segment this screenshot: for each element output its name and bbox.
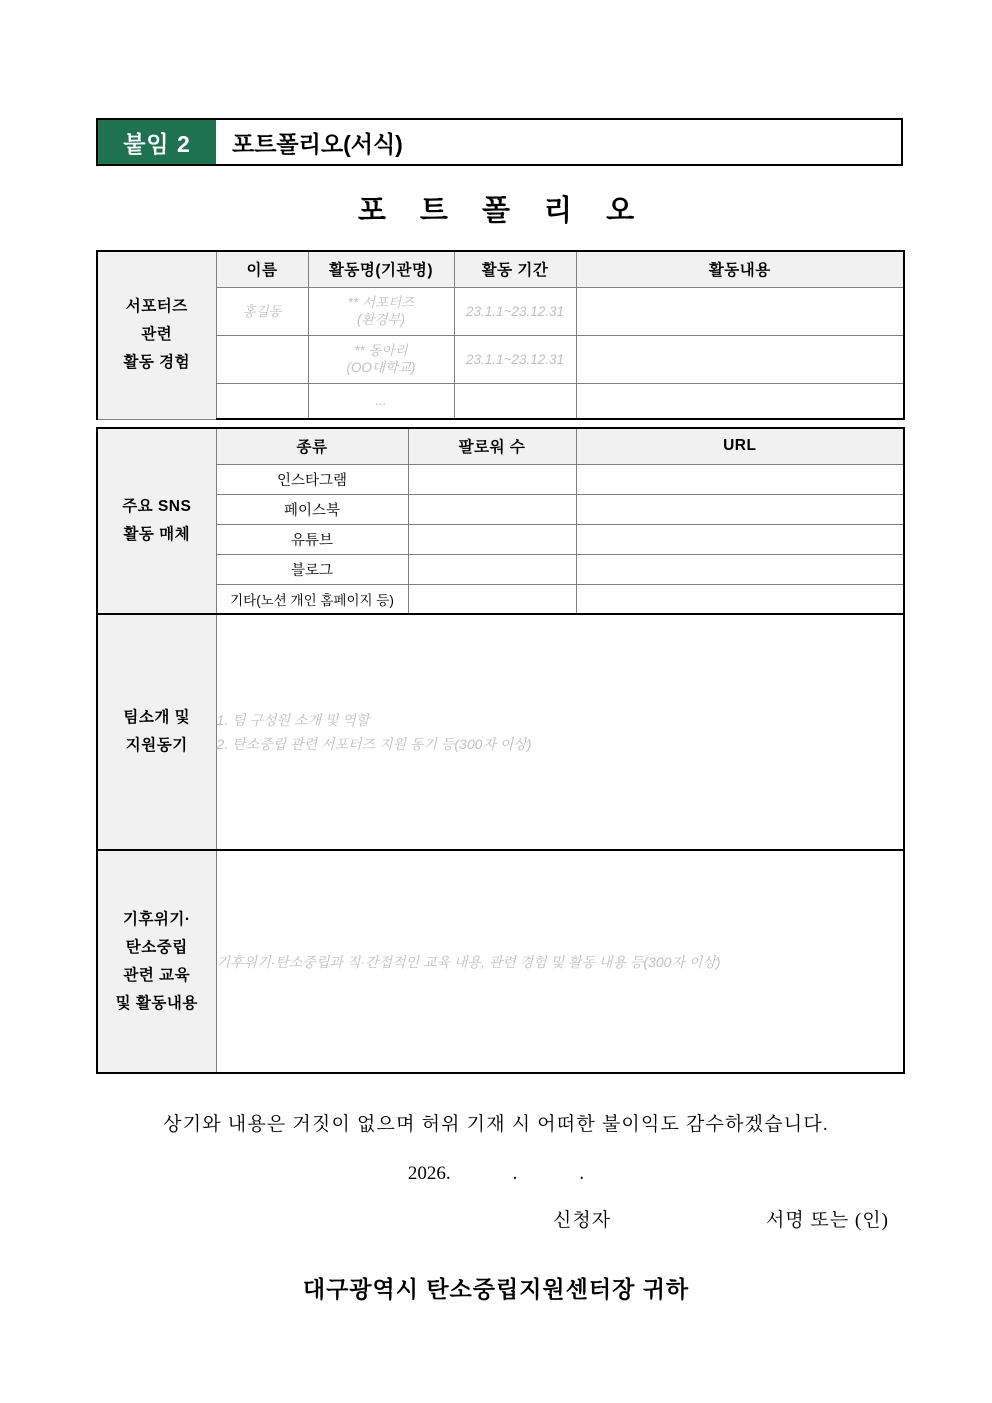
climate-education-textarea[interactable] xyxy=(216,850,904,1073)
table-row xyxy=(97,335,904,383)
cell-followers-youtube[interactable] xyxy=(408,524,576,554)
signature-label: 서명 또는 (인) xyxy=(766,1210,889,1231)
column-header-followers: 팔로워 수 xyxy=(408,428,576,464)
table-row xyxy=(97,524,904,554)
row-label-line-2: 관련 xyxy=(141,326,173,344)
row-label-sns xyxy=(97,428,216,614)
supporters-experience-table xyxy=(96,250,905,420)
placeholder-period-1: 23.1.1~23.12.31 xyxy=(466,303,564,319)
table-row xyxy=(97,287,904,335)
cell-url-youtube[interactable] xyxy=(576,524,904,554)
cell-kind-facebook: 페이스북 xyxy=(216,494,408,524)
date-line xyxy=(0,1163,992,1185)
placeholder-team-intro-line-1: 1. 팀 구성원 소개 및 역할 xyxy=(216,712,370,728)
cell-content-2[interactable] xyxy=(576,335,904,383)
destination-line: 대구광역시 탄소중립지원센터장 귀하 xyxy=(302,1276,690,1302)
placeholder-name-1: 홍길동 xyxy=(242,303,282,319)
row-label-line-2: 지원동기 xyxy=(125,737,188,754)
page-title: 포 트 폴 리 오 xyxy=(357,195,648,227)
climate-education-table xyxy=(96,849,905,1074)
placeholder-activity-3: ... xyxy=(375,393,387,409)
attachment-badge: 붙임 2 xyxy=(98,120,216,164)
date-month-placeholder: . xyxy=(512,1163,518,1184)
column-header-content: 활동내용 xyxy=(576,251,904,287)
date-day-placeholder: . xyxy=(579,1163,585,1184)
row-label-team-intro xyxy=(97,614,216,850)
team-intro-textarea[interactable] xyxy=(216,614,904,850)
row-label-line-2: 활동 매체 xyxy=(123,526,191,544)
cell-url-facebook[interactable] xyxy=(576,494,904,524)
row-label-line-1: 서포터즈 xyxy=(125,298,188,316)
table-row xyxy=(97,494,904,524)
cell-url-blog[interactable] xyxy=(576,554,904,584)
placeholder-team-intro-line-2: 2. 탄소중립 관련 서포터즈 지원 동기 등(300자 이상) xyxy=(216,736,532,752)
cell-activity-3[interactable] xyxy=(308,383,454,419)
row-label-line-4: 및 활동내용 xyxy=(115,994,198,1012)
placeholder-activity-1-line2: (환경부) xyxy=(356,312,406,327)
placeholder-climate-education-line-1: 기후위기·탄소중립과 직·간접적인 교육 내용, 관련 경험 및 활동 내용 등(300자 이상) xyxy=(216,953,721,970)
attachment-header xyxy=(96,118,903,166)
cell-url-instagram[interactable] xyxy=(576,464,904,494)
cell-period-2[interactable] xyxy=(454,335,576,383)
placeholder-activity-1-line1: ** 서포터즈 xyxy=(347,295,415,310)
applicant-label: 신청자 xyxy=(553,1210,612,1231)
team-intro-table xyxy=(96,613,905,851)
cell-name-1[interactable] xyxy=(216,287,308,335)
column-header-kind: 종류 xyxy=(216,428,408,464)
row-label-line-1: 기후위기· xyxy=(122,910,191,928)
declaration-statement: 상기와 내용은 거짓이 없으며 허위 기재 시 어떠한 불이익도 감수하겠습니다. xyxy=(163,1114,829,1135)
cell-followers-facebook[interactable] xyxy=(408,494,576,524)
sns-media-table xyxy=(96,427,905,615)
date-year: 2026. xyxy=(407,1163,451,1184)
table-row xyxy=(97,850,904,1073)
cell-content-3[interactable] xyxy=(576,383,904,419)
cell-followers-other[interactable] xyxy=(408,584,576,614)
column-header-period: 활동 기간 xyxy=(454,251,576,287)
row-label-line-1: 주요 SNS xyxy=(122,498,192,516)
row-label-line-1: 팀소개 및 xyxy=(123,709,191,726)
column-header-activity: 활동명(기관명) xyxy=(308,251,454,287)
table-row xyxy=(97,383,904,419)
placeholder-activity-2-line2: (OO대학교) xyxy=(346,360,416,375)
row-label-supporters xyxy=(97,251,216,419)
placeholder-period-2: 23.1.1~23.12.31 xyxy=(466,351,564,367)
cell-followers-blog[interactable] xyxy=(408,554,576,584)
cell-activity-2[interactable] xyxy=(308,335,454,383)
table-header-row xyxy=(97,251,904,287)
row-label-line-3: 관련 교육 xyxy=(123,966,191,984)
cell-kind-blog: 블로그 xyxy=(216,554,408,584)
placeholder-activity-2-line1: ** 동아리 xyxy=(354,343,408,358)
table-row xyxy=(97,464,904,494)
table-row xyxy=(97,614,904,850)
column-header-url: URL xyxy=(576,428,904,464)
row-label-line-3: 활동 경험 xyxy=(123,354,191,372)
column-header-name: 이름 xyxy=(216,251,308,287)
cell-kind-youtube: 유튜브 xyxy=(216,524,408,554)
cell-kind-instagram: 인스타그램 xyxy=(216,464,408,494)
cell-url-other[interactable] xyxy=(576,584,904,614)
row-label-climate-education xyxy=(97,850,216,1073)
cell-followers-instagram[interactable] xyxy=(408,464,576,494)
cell-period-1[interactable] xyxy=(454,287,576,335)
attachment-title: 포트폴리오(서식) xyxy=(232,130,403,157)
table-row xyxy=(97,584,904,614)
cell-activity-1[interactable] xyxy=(308,287,454,335)
cell-name-2[interactable] xyxy=(216,335,308,383)
cell-name-3[interactable] xyxy=(216,383,308,419)
cell-content-1[interactable] xyxy=(576,287,904,335)
table-header-row xyxy=(97,428,904,464)
row-label-line-2: 탄소중립 xyxy=(125,938,188,956)
table-row xyxy=(97,554,904,584)
cell-period-3[interactable] xyxy=(454,383,576,419)
cell-kind-other: 기타(노션 개인 홈페이지 등) xyxy=(216,584,408,614)
